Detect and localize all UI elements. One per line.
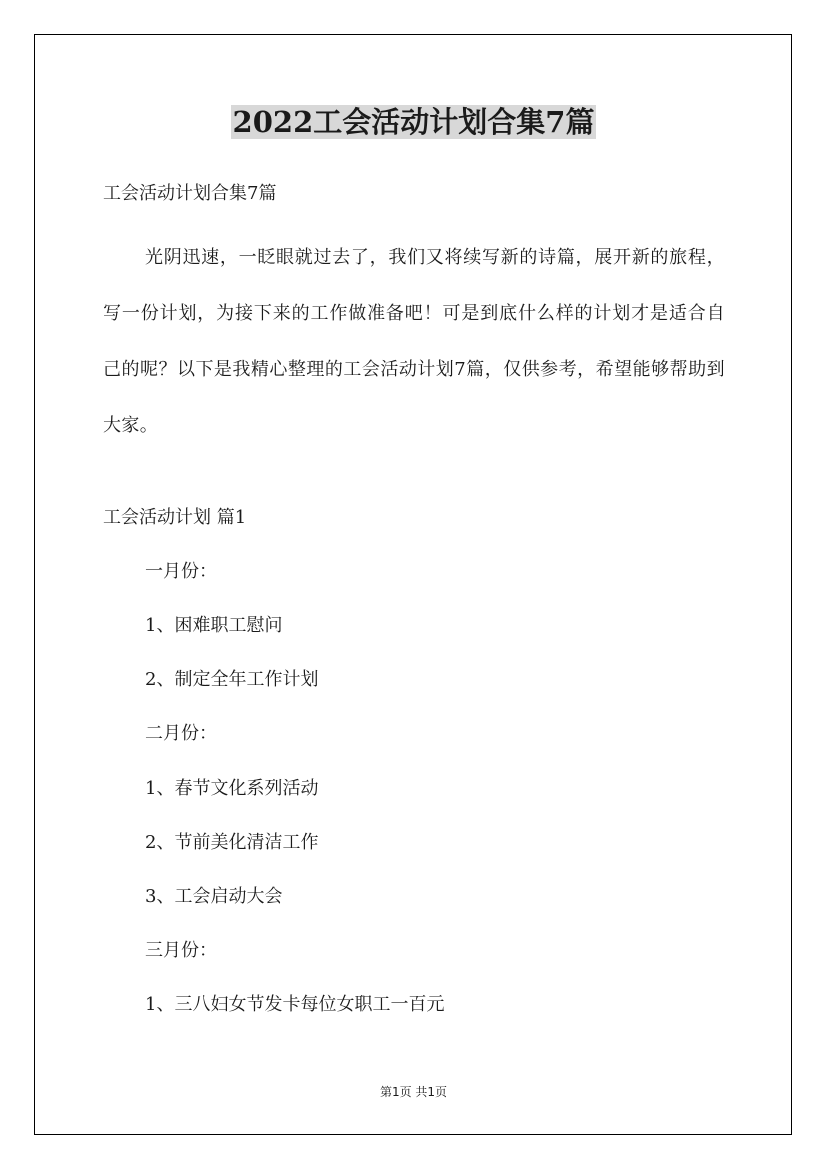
- list-item: 1、春节文化系列活动: [145, 778, 319, 799]
- list-item: 1、困难职工慰问: [145, 615, 283, 636]
- list-item: 2、节前美化清洁工作: [145, 832, 319, 853]
- document-subtitle: 工会活动计划合集7篇: [103, 183, 277, 204]
- intro-paragraph: 光阴迅速，一眨眼就过去了，我们又将续写新的诗篇，展开新的旅程，写一份计划，为接下来的工作做准备吧！可是到底什么样的计划才是适合自己的呢？以下是我精心整理的工会活动计划7篇，仅供参考，希望能够帮助到大家。: [103, 247, 725, 436]
- month-heading-january: 一月份：: [145, 561, 217, 582]
- document-title-text: 2022工会活动计划合集7篇: [232, 105, 595, 139]
- section-heading: 工会活动计划 篇1: [103, 507, 247, 528]
- list-item: 1、三八妇女节发卡每位女职工一百元: [145, 994, 445, 1015]
- document-title: [0, 100, 827, 144]
- page-footer: 第1页 共1页: [379, 1085, 448, 1099]
- month-heading-march: 三月份：: [145, 940, 217, 961]
- list-item: 2、制定全年工作计划: [145, 669, 319, 690]
- month-heading-february: 二月份：: [145, 723, 217, 744]
- list-item: 3、工会启动大会: [145, 886, 283, 907]
